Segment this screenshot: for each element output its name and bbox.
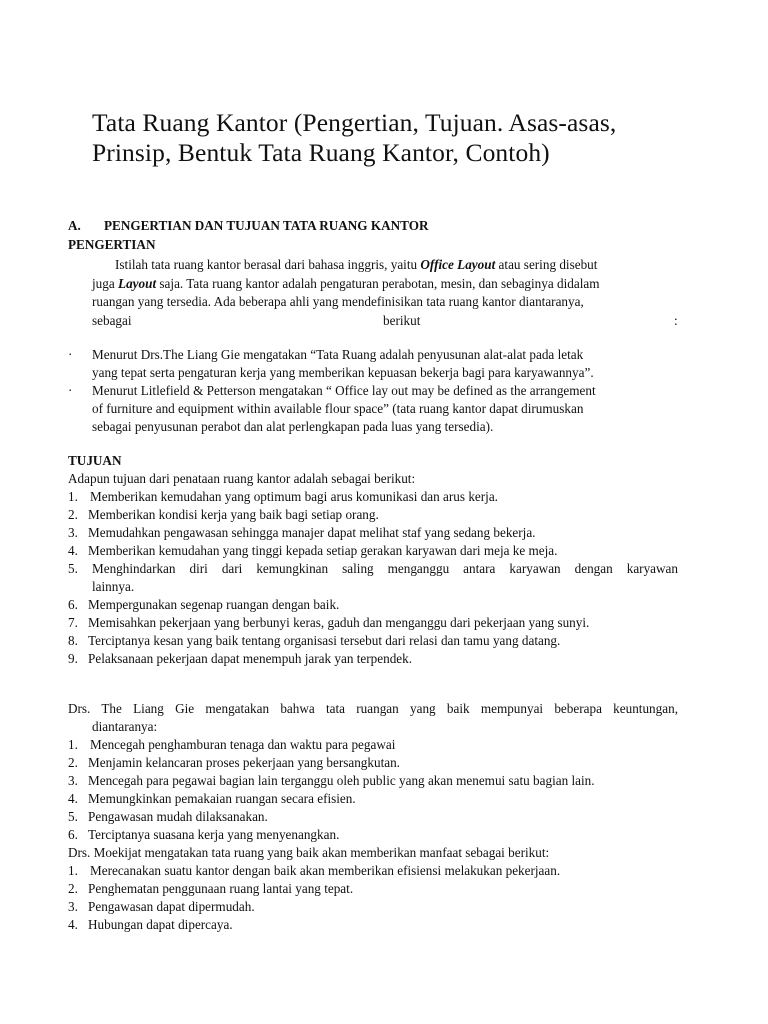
tujuan-heading: TUJUAN [68, 453, 122, 468]
list-number: 4. [68, 543, 78, 558]
paragraph-line [92, 275, 600, 293]
manfaat-intro: Drs. Moekijat mengatakan tata ruang yang baik akan memberikan manfaat sebagai berikut: [68, 845, 550, 860]
paragraph-text: saja. Tata ruang kantor adalah pengaturan perabotan, mesin, dan sebaginya didalam [159, 276, 600, 291]
list-number: 9. [68, 651, 78, 666]
bullet-line: sebagai penyusunan perabot dan alat perlengkapan pada luas yang tersedia). [92, 419, 494, 434]
list-number: 4. [68, 791, 78, 806]
paragraph-line: ruangan yang tersedia. Ada beberapa ahli yang mendefinisikan tata ruang kantor diantaranya, [92, 294, 584, 309]
list-number: 1. [68, 489, 78, 504]
list-item: Terciptanya suasana kerja yang menyenangkan. [88, 827, 340, 842]
section-marker: A. [68, 218, 81, 233]
list-number: 3. [68, 525, 78, 540]
bullet-dot: · [68, 347, 73, 362]
list-number: 6. [68, 597, 78, 612]
list-item: Hubungan dapat dipercaya. [88, 917, 233, 932]
list-item: Merecanakan suatu kantor dengan baik akan memberikan efisiensi melakukan pekerjaan. [90, 863, 561, 878]
list-item: Pengawasan dapat dipermudah. [88, 899, 255, 914]
list-item: Memberikan kemudahan yang optimum bagi arus komunikasi dan arus kerja. [90, 489, 498, 504]
paragraph-line-a: sebagai [92, 313, 132, 328]
list-item: Memberikan kondisi kerja yang baik bagi setiap orang. [88, 507, 379, 522]
list-item: Mencegah penghamburan tenaga dan waktu para pegawai [90, 737, 396, 752]
paragraph-line [115, 256, 597, 274]
list-item: Menjamin kelancaran proses pekerjaan yang bersangkutan. [88, 755, 400, 770]
paragraph-text: atau sering disebut [498, 257, 598, 272]
list-item: Memungkinkan pemakaian ruangan secara efisien. [88, 791, 356, 806]
list-item-continued: lainnya. [92, 579, 135, 594]
list-number: 2. [68, 507, 78, 522]
list-number: 2. [68, 881, 78, 896]
emphasis-term: Office Layout [420, 257, 496, 272]
list-item: Pengawasan mudah dilaksanakan. [88, 809, 268, 824]
list-item: Memberikan kemudahan yang tinggi kepada setiap gerakan karyawan dari meja ke meja. [88, 543, 558, 558]
list-number: 7. [68, 615, 78, 630]
list-item: Menghindarkan diri dari kemungkinan saling menganggu antara karyawan dengan karyawan [92, 561, 678, 576]
list-number: 1. [68, 863, 78, 878]
paragraph-line-b: berikut [383, 313, 421, 328]
list-item: Memisahkan pekerjaan yang berbunyi keras, gaduh dan menganggu dari pekerjaan yang sunyi. [88, 615, 590, 630]
list-item: Mempergunakan segenap ruangan dengan baik. [88, 597, 340, 612]
bullet-dot: · [68, 383, 73, 398]
keuntungan-intro: Drs. The Liang Gie mengatakan bahwa tata ruangan yang baik mempunyai beberapa keuntungan, [68, 701, 678, 716]
list-number: 5. [68, 809, 78, 824]
paragraph-text: Istilah tata ruang kantor berasal dari bahasa inggris, yaitu [115, 257, 418, 272]
list-item: Terciptanya kesan yang baik tentang organisasi tersebut dari relasi dan tamu yang datang. [88, 633, 561, 648]
pengertian-heading: PENGERTIAN [68, 237, 156, 252]
emphasis-term: Layout [118, 276, 157, 291]
list-number: 8. [68, 633, 78, 648]
section-heading: PENGERTIAN DAN TUJUAN TATA RUANG KANTOR [104, 218, 429, 233]
list-item: Penghematan penggunaan ruang lantai yang tepat. [88, 881, 354, 896]
list-number: 3. [68, 773, 78, 788]
list-number: 5. [68, 561, 78, 576]
list-number: 4. [68, 917, 78, 932]
list-item: Pelaksanaan pekerjaan dapat menempuh jarak yan terpendek. [88, 651, 413, 666]
list-number: 6. [68, 827, 78, 842]
paragraph-line-c: : [674, 313, 678, 328]
page-title: Tata Ruang Kantor (Pengertian, Tujuan. Asas-asas, Prinsip, Bentuk Tata Ruang Kantor, Contoh) [92, 108, 617, 167]
list-item: Mencegah para pegawai bagian lain terganggu oleh public yang akan menemui satu bagian lain. [88, 773, 595, 788]
bullet-line: of furniture and equipment within available flour space” (tata ruang kantor dapat dirumuskan [92, 401, 584, 416]
bullet-line: yang tepat serta pengaturan kerja yang memberikan kepuasan bekerja bagi para karyawannya”. [92, 365, 594, 380]
bullet-line: Menurut Drs.The Liang Gie mengatakan “Tata Ruang adalah penyusunan alat-alat pada letak [92, 347, 584, 362]
tujuan-intro: Adapun tujuan dari penataan ruang kantor adalah sebagai berikut: [68, 471, 416, 486]
list-number: 3. [68, 899, 78, 914]
bullet-line: Menurut Litlefield & Petterson mengatakan “ Office lay out may be defined as the arrangement [92, 383, 596, 398]
list-number: 2. [68, 755, 78, 770]
keuntungan-intro-continued: diantaranya: [92, 719, 158, 734]
list-item: Memudahkan pengawasan sehingga manajer dapat melihat staf yang sedang bekerja. [88, 525, 536, 540]
paragraph-text: juga [92, 276, 115, 291]
list-number: 1. [68, 737, 78, 752]
